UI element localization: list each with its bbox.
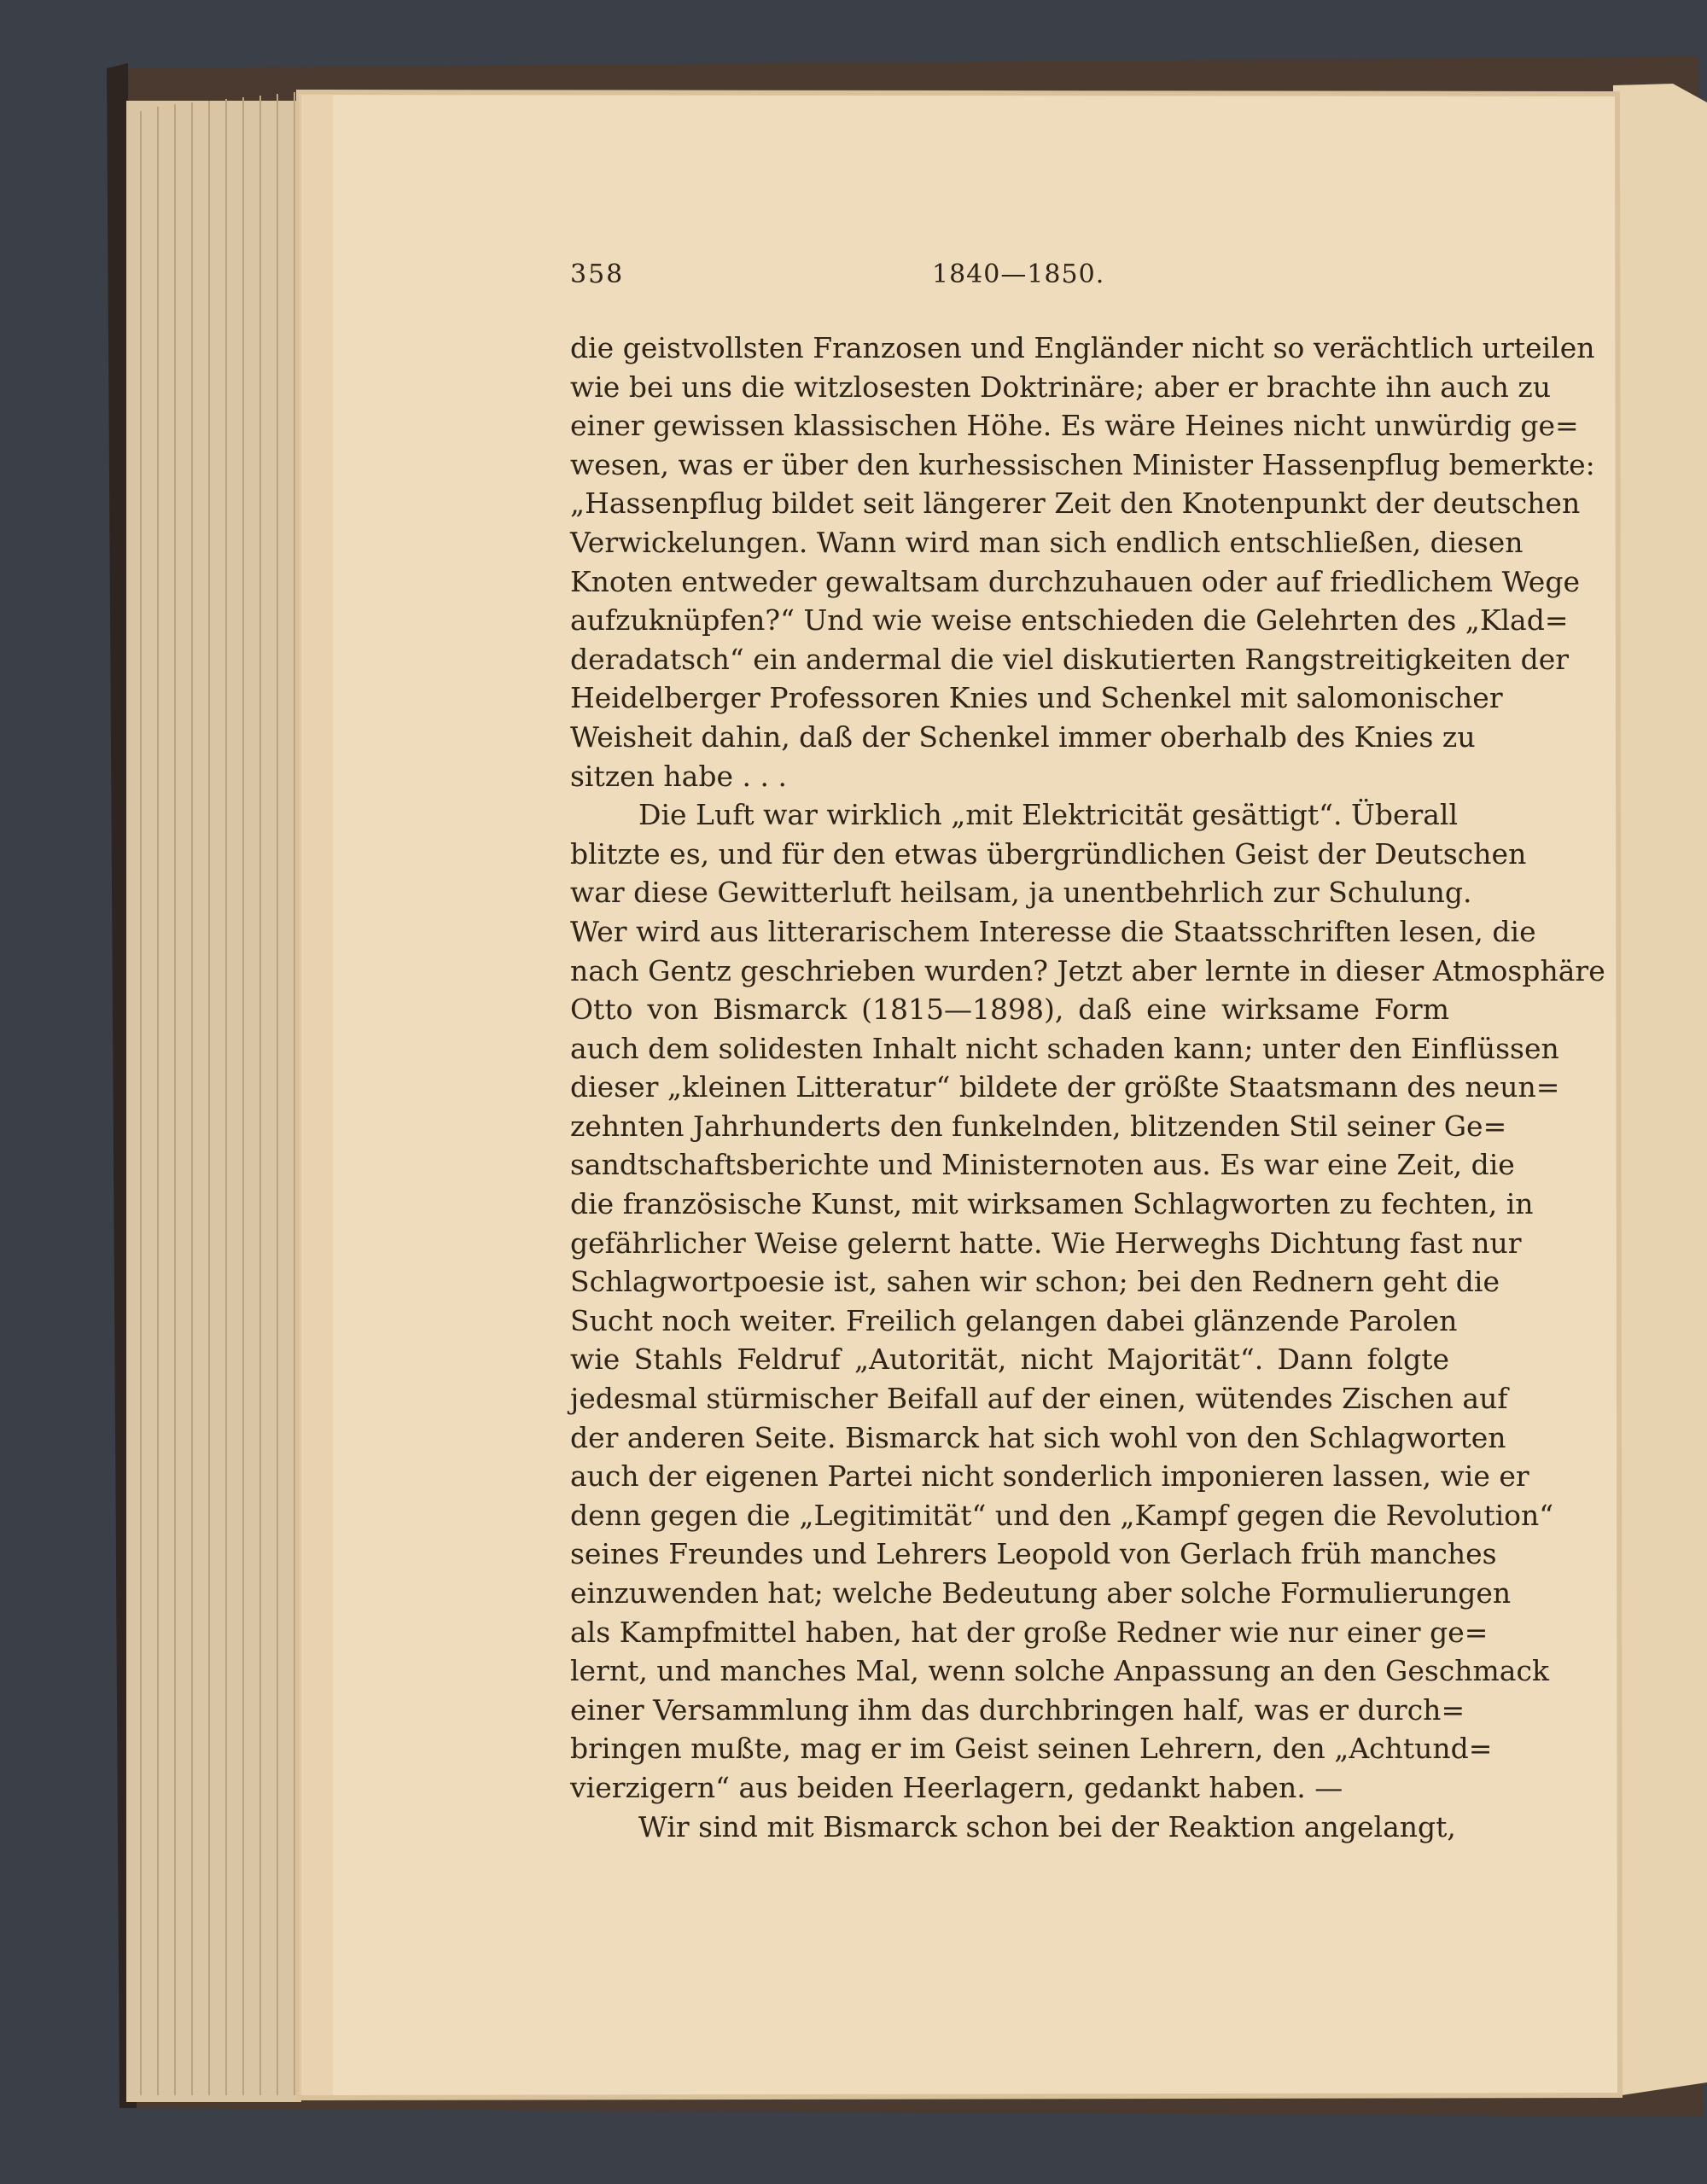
text-line: denn gegen die „Legitimität“ und den „Kampf gegen die Revolution“ (570, 1498, 1554, 1532)
text-line: Schlagwortpoesie ist, sahen wir schon; bei den Rednern geht die (570, 1265, 1500, 1299)
text-line: wesen, was er über den kurhessischen Minister Hassenpflug bemerkte: (570, 447, 1595, 481)
page-edges (126, 101, 301, 2102)
text-line: einer gewissen klassischen Höhe. Es wäre Heines nicht unwürdig ge= (570, 409, 1579, 443)
text-line: lernt, und manches Mal, wenn solche Anpassung an den Geschmack (570, 1654, 1549, 1688)
text-line: sitzen habe . . . (570, 759, 787, 793)
text-line: auch dem solidesten Inhalt nicht schaden kann; unter den Einflüssen (570, 1031, 1559, 1065)
text-line: als Kampfmittel haben, hat der große Redner wie nur einer ge= (570, 1615, 1489, 1649)
text-line: die geistvollsten Franzosen und Engländer nicht so verächtlich urteilen (570, 331, 1595, 364)
text-line: Verwickelungen. Wann wird man sich endlich entschließen, diesen (570, 525, 1523, 559)
text-line: seines Freundes und Lehrers Leopold von Gerlach früh manches (570, 1537, 1497, 1571)
text-line: Otto von Bismarck (1815—1898), daß eine wirksame Form (570, 993, 1449, 1027)
text-line: aufzuknüpfen?“ Und wie weise entschieden die Gelehrten des „Klad= (570, 603, 1569, 638)
body-text (570, 329, 1605, 1846)
text-line: gefährlicher Weise gelernt hatte. Wie Herweghs Dichtung fast nur (570, 1226, 1522, 1260)
text-line: einer Versammlung ihm das durchbringen half, was er durch= (570, 1692, 1465, 1727)
gutter-fade (299, 94, 333, 2095)
text-line: war diese Gewitterluft heilsam, ja unentbehrlich zur Schulung. (570, 876, 1472, 910)
text-line: bringen mußte, mag er im Geist seinen Lehrern, den „Achtund= (570, 1732, 1493, 1766)
running-head: 1840—1850. (932, 259, 1105, 289)
page-number: 358 (570, 259, 625, 289)
text-line: vierzigern“ aus beiden Heerlagern, gedankt haben. — (570, 1770, 1343, 1804)
text-line: Wer wird aus litterarischem Interesse die Staatsschriften lesen, die (570, 914, 1536, 948)
text-line: der anderen Seite. Bismarck hat sich wohl von den Schlagworten (570, 1420, 1506, 1454)
text-line: die französische Kunst, mit wirksamen Schlagworten zu fechten, in (570, 1187, 1534, 1221)
text-line: wie bei uns die witzlosesten Doktrinäre; aber er brachte ihn auch zu (570, 370, 1552, 404)
text-line: zehnten Jahrhunderts den funkelnden, blitzenden Stil seiner Ge= (570, 1109, 1507, 1143)
text-line: Wir sind mit Bismarck schon bei der Reaktion angelangt, (638, 1809, 1456, 1843)
text-line: sandtschaftsberichte und Ministernoten aus. Es war eine Zeit, die (570, 1148, 1515, 1182)
text-line: Heidelberger Professoren Knies und Schenkel mit salomonischer (570, 681, 1503, 715)
text-line: dieser „kleinen Litteratur“ bildete der größte Staatsmann des neun= (570, 1070, 1560, 1104)
text-line: deradatsch“ ein andermal die viel diskutierten Rangstreitigkeiten der (570, 642, 1570, 676)
text-line: einzuwenden hat; welche Bedeutung aber solche Formulierungen (570, 1576, 1512, 1610)
text-line: jedesmal stürmischer Beifall auf der einen, wütendes Zischen auf (570, 1382, 1508, 1416)
text-line: auch der eigenen Partei nicht sonderlich imponieren lassen, wie er (570, 1459, 1529, 1494)
page-header (570, 256, 1449, 299)
text-line: Sucht noch weiter. Freilich gelangen dabei glänzende Parolen (570, 1303, 1458, 1337)
text-line: Weisheit dahin, daß der Schenkel immer oberhalb des Knies zu (570, 719, 1476, 754)
text-line: Knoten entweder gewaltsam durchzuhauen oder auf friedlichem Wege (570, 564, 1580, 598)
text-line: blitzte es, und für den etwas übergründlichen Geist der Deutschen (570, 836, 1527, 871)
text-line: „Hassenpflug bildet seit längerer Zeit den Knotenpunkt der deutschen (570, 486, 1581, 521)
facing-page (1613, 84, 1707, 2095)
text-line: Die Luft war wirklich „mit Elektricität gesättigt“. Überall (638, 798, 1459, 832)
text-line: wie Stahls Feldruf „Autorität, nicht Majorität“. Dann folgte (570, 1342, 1449, 1377)
text-line: nach Gentz geschrieben wurden? Jetzt aber lernte in dieser Atmosphäre (570, 953, 1605, 987)
